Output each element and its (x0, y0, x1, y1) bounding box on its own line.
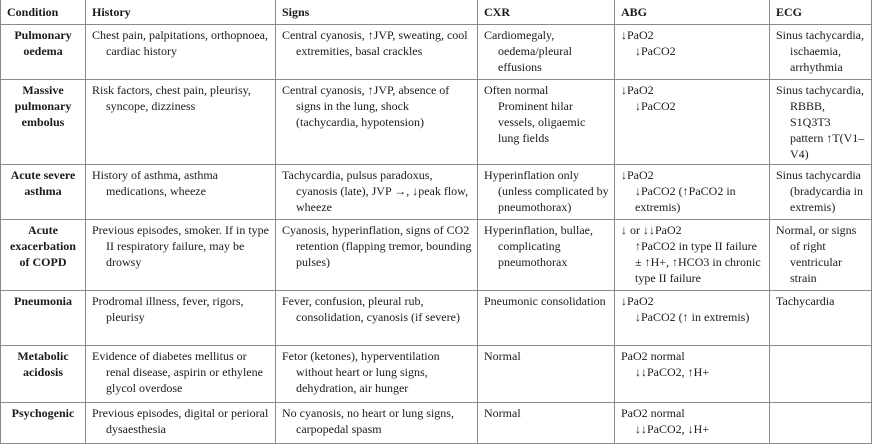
abg-cell: ↓ or ↓↓PaO2 ↑PaCO2 in type II failure ± ↑H+, ↑HCO3 in chronic type II failure (615, 219, 770, 290)
table-row (1, 79, 872, 164)
history-cell: History of asthma, asthma medications, wheeze (86, 164, 276, 219)
cxr-cell: Often normal Prominent hilar vessels, oligaemic lung fields (478, 79, 615, 164)
table-row (1, 164, 872, 219)
ecg-cell: Sinus tachycardia, ischaemia, arrhythmia (770, 24, 872, 79)
abg-cell: PaO2 normal ↓↓PaCO2, ↓H+ (615, 402, 770, 443)
cxr-cell: Hyperinflation only (unless complicated by pneumothorax) (478, 164, 615, 219)
condition-cell: Acute exacerbation of COPD (1, 219, 86, 290)
signs-cell: Central cyanosis, ↑JVP, sweating, cool extremities, basal crackles (276, 24, 478, 79)
cxr-cell: Normal (478, 402, 615, 443)
signs-cell: Cyanosis, hyperinflation, signs of CO2 retention (flapping tremor, bounding pulses) (276, 219, 478, 290)
table-row (1, 345, 872, 402)
header-ecg: ECG (770, 0, 872, 24)
cxr-cell: Pneumonic consolidation (478, 290, 615, 345)
header-signs: Signs (276, 0, 478, 24)
history-cell: Chest pain, palpitations, orthopnoea, cardiac history (86, 24, 276, 79)
abg-cell: ↓PaO2 ↓PaCO2 (↑PaCO2 in extremis) (615, 164, 770, 219)
signs-cell: Central cyanosis, ↑JVP, absence of signs in the lung, shock (tachycardia, hypotension) (276, 79, 478, 164)
header-cxr: CXR (478, 0, 615, 24)
header-condition: Condition (1, 0, 86, 24)
history-cell: Previous episodes, smoker. If in type II respiratory failure, may be drowsy (86, 219, 276, 290)
cxr-cell: Normal (478, 345, 615, 402)
condition-cell: Acute severe asthma (1, 164, 86, 219)
ecg-cell (770, 345, 872, 402)
abg-cell: ↓PaO2 ↓PaCO2 (↑ in extremis) (615, 290, 770, 345)
abg-cell: ↓PaO2 ↓PaCO2 (615, 24, 770, 79)
header-row (1, 0, 872, 24)
condition-cell: Pulmonary oedema (1, 24, 86, 79)
cxr-cell: Cardiomegaly, oedema/pleural effusions (478, 24, 615, 79)
ecg-cell (770, 402, 872, 443)
condition-cell: Pneumonia (1, 290, 86, 345)
header-abg: ABG (615, 0, 770, 24)
history-cell: Evidence of diabetes mellitus or renal disease, aspirin or ethylene glycol overdose (86, 345, 276, 402)
abg-cell: PaO2 normal ↓↓PaCO2, ↑H+ (615, 345, 770, 402)
signs-cell: Fetor (ketones), hyperventilation without heart or lung signs, dehydration, air hunger (276, 345, 478, 402)
signs-cell: Tachycardia, pulsus paradoxus, cyanosis (late), JVP →, ↓peak flow, wheeze (276, 164, 478, 219)
ecg-cell: Sinus tachycardia, RBBB, S1Q3T3 pattern ↑T(V1–V4) (770, 79, 872, 164)
header-history: History (86, 0, 276, 24)
ecg-cell: Normal, or signs of right ventricular strain (770, 219, 872, 290)
abg-cell: ↓PaO2 ↓PaCO2 (615, 79, 770, 164)
table-row (1, 24, 872, 79)
history-cell: Risk factors, chest pain, pleurisy, syncope, dizziness (86, 79, 276, 164)
signs-cell: Fever, confusion, pleural rub, consolidation, cyanosis (if severe) (276, 290, 478, 345)
condition-cell: Metabolic acidosis (1, 345, 86, 402)
condition-cell: Massive pulmonary embolus (1, 79, 86, 164)
history-cell: Prodromal illness, fever, rigors, pleurisy (86, 290, 276, 345)
ecg-cell: Tachycardia (770, 290, 872, 345)
signs-cell: No cyanosis, no heart or lung signs, carpopedal spasm (276, 402, 478, 443)
cxr-cell: Hyperinflation, bullae, complicating pneumothorax (478, 219, 615, 290)
ecg-cell: Sinus tachycardia (bradycardia in extremis) (770, 164, 872, 219)
condition-cell: Psychogenic (1, 402, 86, 443)
table-row (1, 290, 872, 345)
table-row (1, 219, 872, 290)
history-cell: Previous episodes, digital or perioral dysaesthesia (86, 402, 276, 443)
table-row (1, 402, 872, 443)
